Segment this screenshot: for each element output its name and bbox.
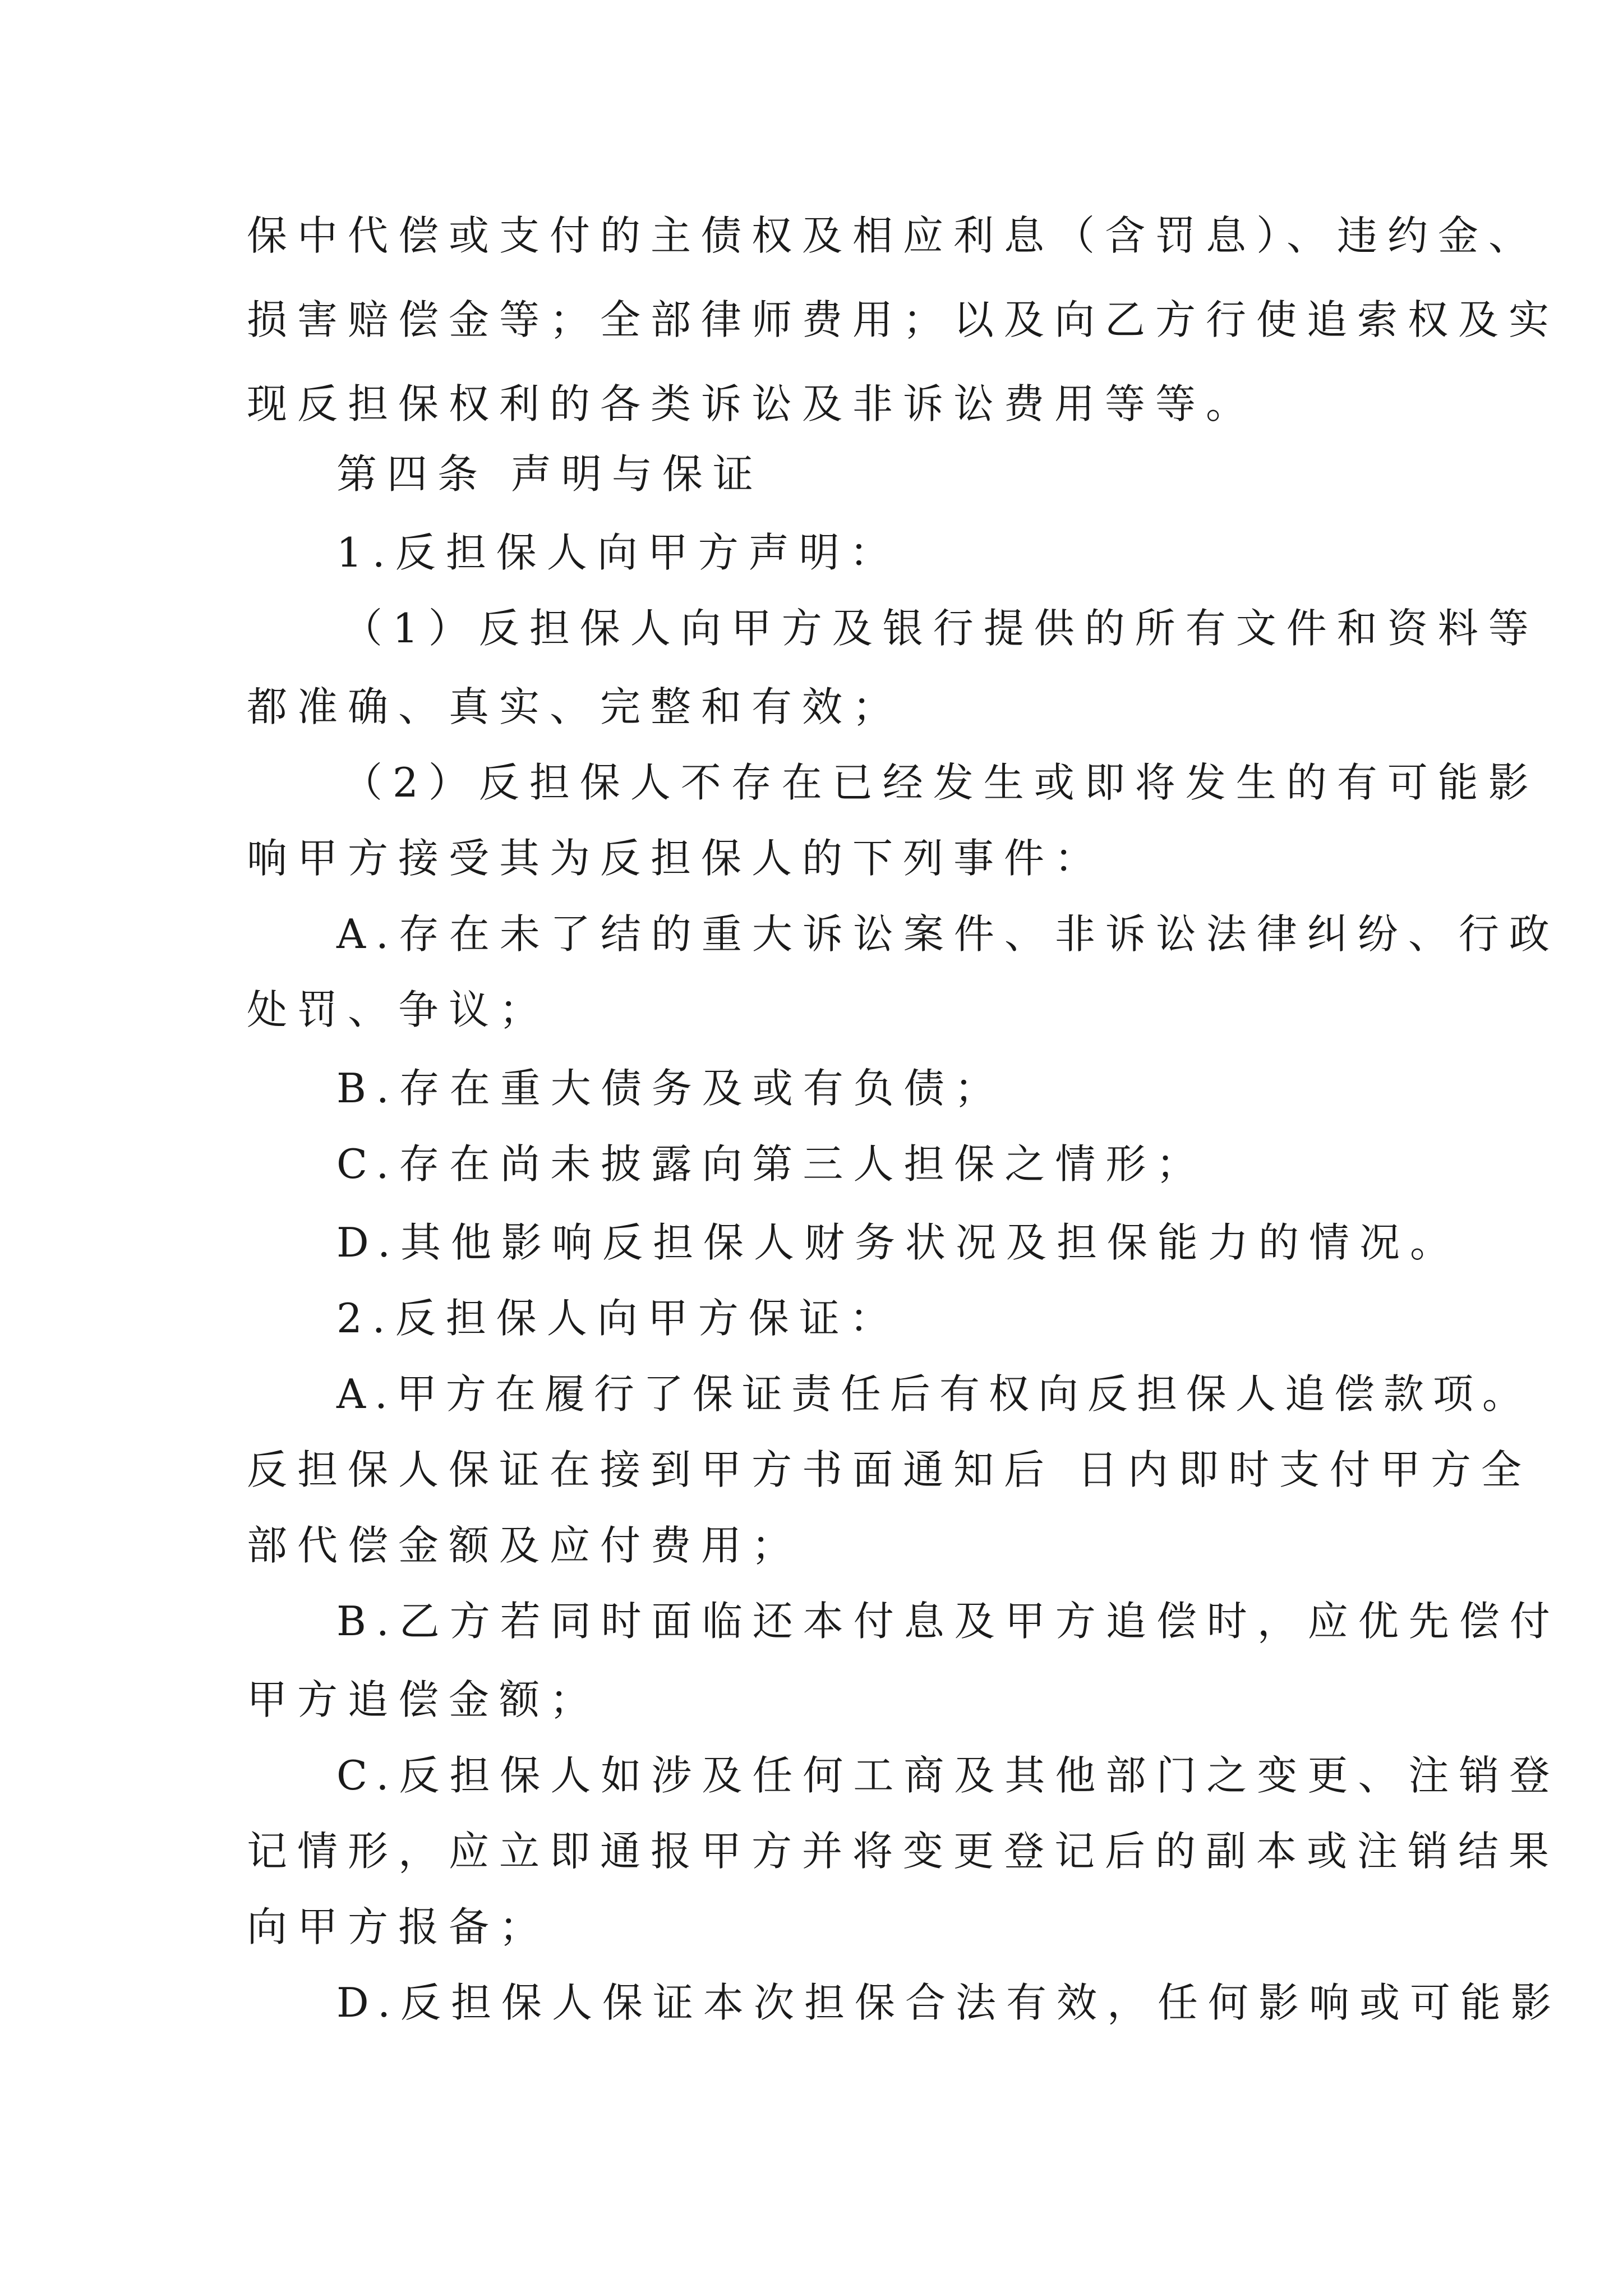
text-line: D.反担保人保证本次担保合法有效，任何影响或可能影: [336, 1979, 1562, 2026]
text-line: 向甲方报备；: [247, 1903, 550, 1950]
text-line: 处罚、争议；: [247, 986, 550, 1033]
text-line: 现反担保权利的各类诉讼及非诉讼费用等等。: [247, 380, 1257, 427]
section-heading: 第四条 声明与保证: [336, 450, 763, 498]
text-line: 2.反担保人向甲方保证：: [336, 1295, 900, 1342]
text-line: 都准确、真实、完整和有效；: [247, 683, 903, 730]
text-line: 记情形，应立即通报甲方并将变更登记后的副本或注销结果: [247, 1828, 1560, 1875]
text-line: B.乙方若同时面临还本付息及甲方追偿时，应优先偿付: [336, 1598, 1560, 1645]
text-line: C.反担保人如涉及任何工商及其他部门之变更、注销登: [336, 1752, 1560, 1799]
text-line: （2）反担保人不存在已经发生或即将发生的有可能影: [342, 759, 1539, 806]
text-line: D.其他影响反担保人财务状况及担保能力的情况。: [336, 1219, 1461, 1266]
text-line: 损害赔偿金等；全部律师费用；以及向乙方行使追索权及实: [247, 296, 1560, 343]
text-line: 响甲方接受其为反担保人的下列事件：: [247, 835, 1105, 882]
text-line: 甲方追偿金额；: [247, 1676, 601, 1723]
text-line: 反担保人保证在接到甲方书面通知后 日内即时支付甲方全: [247, 1446, 1532, 1493]
text-line: 1.反担保人向甲方声明：: [336, 529, 900, 576]
text-line: A.存在未了结的重大诉讼案件、非诉讼法律纠纷、行政: [336, 910, 1560, 958]
text-line: 部代偿金额及应付费用；: [247, 1522, 803, 1569]
text-line: A.甲方在履行了保证责任后有权向反担保人追偿款项。: [336, 1370, 1532, 1418]
text-line: （1）反担保人向甲方及银行提供的所有文件和资料等: [342, 605, 1539, 652]
text-line: C.存在尚未披露向第三人担保之情形；: [336, 1140, 1207, 1188]
text-line: 保中代偿或支付的主债权及相应利息（含罚息）、违约金、: [247, 212, 1539, 259]
text-line: B.存在重大债务及或有负债；: [336, 1065, 1005, 1112]
